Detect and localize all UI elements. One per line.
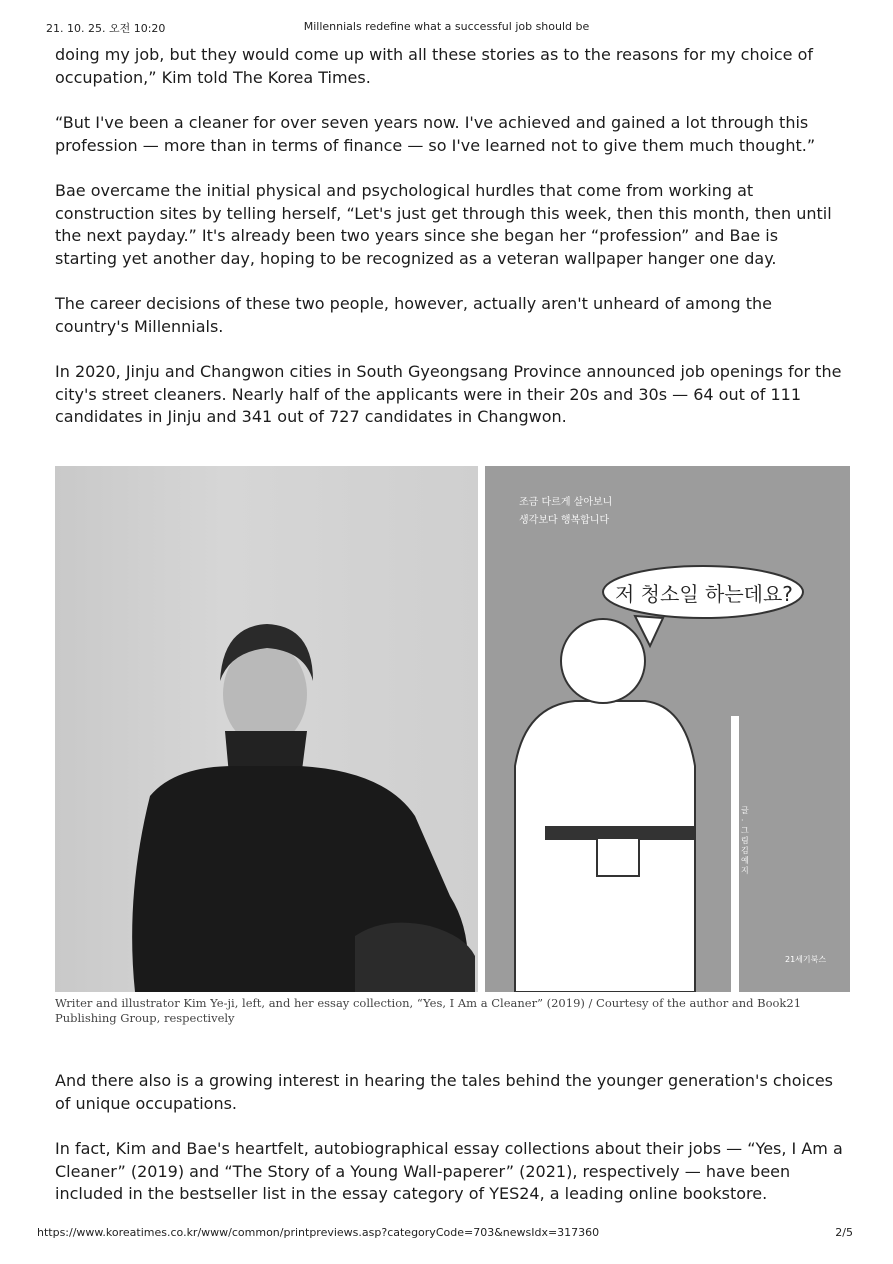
cover-title-line: 조금 다르게 살아보니 — [519, 497, 613, 508]
article-body-top — [55, 44, 845, 452]
print-header-title: Millennials redefine what a successful job should be — [303, 20, 590, 33]
page-number: 2/5 — [835, 1226, 853, 1239]
speech-bubble-text: 저 청소일 하는데요? — [615, 582, 793, 606]
paragraph: doing my job, but they would come up with all these stories as to the reasons for my choice of occupation,” Kim told The Korea Times. — [55, 45, 813, 87]
paragraph: In 2020, Jinju and Changwon cities in South Gyeongsang Province announced job openings for the city's street cleaners. Nearly half of the applicants were in their 20s and 30s — 64 out of 111 candidates in Jinju and 341 out of 727 candidates in Changwon. — [55, 362, 842, 426]
author-photo — [55, 466, 478, 992]
paragraph: Bae overcame the initial physical and psychological hurdles that come from working at construction sites by telling herself, “Let's just get through this week, then this month, then until the next payday.” It's already been two years since she began her “profession” and Bae is starting yet another day, hoping to be recognized as a veteran wallpaper hanger one day. — [55, 181, 832, 268]
paragraph: In fact, Kim and Bae's heartfelt, autobiographical essay collections about their jobs — “Yes, I Am a Cleaner” (2019) and “The Story of a Young Wall-paperer” (2021), respectively — have been included in the bestseller list in the essay category of YES24, a leading online bookstore. — [55, 1139, 843, 1203]
paragraph: The career decisions of these two people, however, actually aren't unheard of among the country's Millennials. — [55, 294, 772, 336]
cover-title-line: 생각보다 행복합니다 — [519, 515, 610, 526]
cover-publisher: 21세기북스 — [785, 955, 827, 964]
paragraph: And there also is a growing interest in hearing the tales behind the younger generation's choices of unique occupations. — [55, 1071, 834, 1113]
article-figure — [55, 466, 850, 992]
cover-author: 글·그림 김예지 — [741, 806, 749, 875]
author-portrait-illustration — [55, 466, 478, 992]
book-cover — [485, 466, 850, 992]
cover-illustration — [485, 466, 850, 992]
paragraph: “But I've been a cleaner for over seven years now. I've achieved and gained a lot through this profession — more than in terms of finance — so I've learned not to give them much thought.” — [55, 113, 816, 155]
figure-caption: Writer and illustrator Kim Ye-ji, left, and her essay collection, “Yes, I Am a Cleaner” (2019) / Courtesy of the author and Book21 Publishing Group, respectively — [55, 996, 802, 1025]
print-datetime: 21. 10. 25. 오전 10:20 — [46, 22, 166, 35]
print-url: https://www.koreatimes.co.kr/www/common/printpreviews.asp?categoryCode=703&newsIdx=317360 — [37, 1226, 600, 1239]
article-body-bottom — [55, 1070, 845, 1229]
